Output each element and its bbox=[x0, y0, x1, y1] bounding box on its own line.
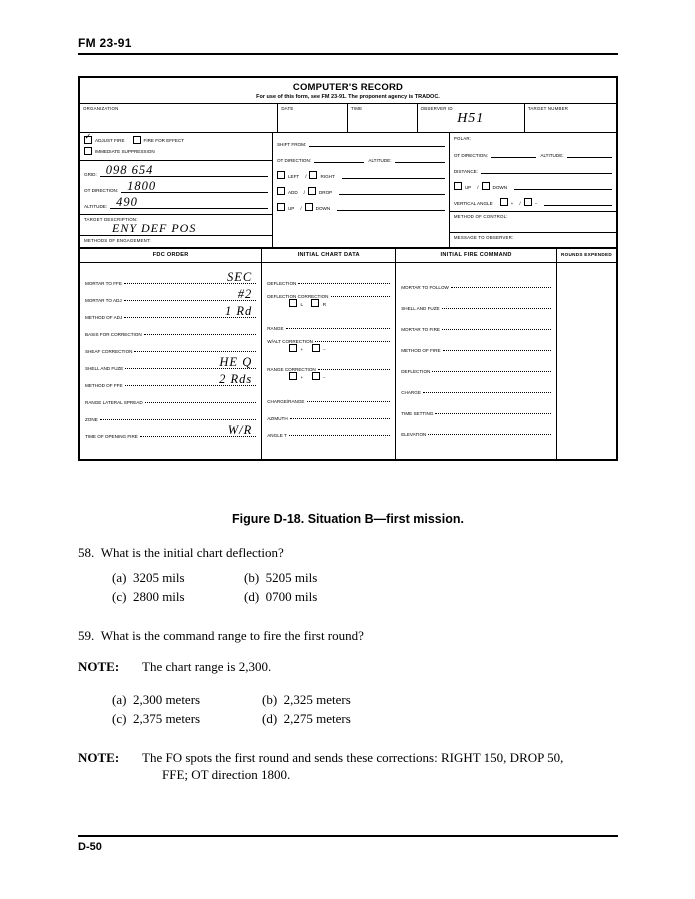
option-a[interactable] bbox=[112, 691, 262, 708]
shift-row-add-drop[interactable]: ADD / DROP bbox=[277, 184, 445, 195]
row-label: MORTAR TO FOLLOW bbox=[401, 285, 449, 290]
row-label: AZIMUTH bbox=[267, 416, 288, 421]
checkbox-deflection-l[interactable] bbox=[289, 299, 297, 307]
row-azimuth[interactable] bbox=[267, 404, 390, 421]
field-target-description[interactable] bbox=[80, 215, 272, 235]
option-text: 3205 mils bbox=[132, 570, 185, 585]
question-58 bbox=[78, 544, 618, 605]
row-label: CHARGE bbox=[401, 390, 421, 395]
field-value: ENY DEF POS bbox=[112, 221, 197, 235]
row-walt-correction[interactable] bbox=[267, 331, 390, 344]
checkbox-up[interactable] bbox=[277, 203, 285, 211]
field-label: OT DIRECTION: bbox=[453, 153, 488, 158]
row-value: 1 Rd bbox=[224, 304, 253, 318]
checkbox-add[interactable] bbox=[277, 187, 285, 195]
field-ot-direction-left[interactable] bbox=[84, 179, 268, 193]
field-label: TARGET DESCRIPTION: bbox=[84, 217, 138, 222]
option-b[interactable] bbox=[262, 691, 351, 708]
field-distance[interactable] bbox=[454, 163, 612, 174]
question-number: 59. bbox=[78, 628, 95, 643]
row-charge-range[interactable] bbox=[267, 387, 390, 404]
row-mortar-to-fire[interactable] bbox=[401, 311, 551, 332]
computers-record-form bbox=[78, 76, 618, 461]
column-header-initial-fire-command: INITIAL FIRE COMMAND bbox=[396, 249, 556, 263]
option-key: (d) bbox=[244, 589, 260, 604]
checkbox-label-drop: DROP bbox=[318, 190, 333, 195]
question-58-text bbox=[78, 544, 618, 561]
option-d[interactable] bbox=[244, 588, 317, 605]
option-row bbox=[112, 588, 618, 605]
left-block bbox=[80, 133, 273, 247]
option-key: (a) bbox=[112, 570, 127, 585]
checkbox-deflection-r[interactable] bbox=[311, 299, 319, 307]
column-initial-chart-data bbox=[262, 249, 396, 459]
column-initial-fire-command bbox=[396, 249, 557, 459]
field-up-down[interactable]: UP / DOWN bbox=[454, 179, 612, 190]
field-time[interactable] bbox=[348, 104, 418, 132]
checkbox-label-fire-for-effect: FIRE FOR EFFECT bbox=[143, 137, 185, 143]
row-label: CHARGE/RANGE bbox=[267, 399, 305, 404]
row-walt-pm-checks[interactable] bbox=[267, 344, 390, 359]
row-label: W/ALT CORRECTION bbox=[267, 339, 314, 344]
field-label: ORGANIZATION bbox=[83, 106, 119, 111]
checkbox-label-up: UP bbox=[464, 185, 472, 190]
row-label: DEFLECTION CORRECTION bbox=[267, 294, 329, 299]
field-message-to-observer[interactable] bbox=[450, 233, 616, 244]
form-title: COMPUTER'S RECORD bbox=[292, 82, 404, 93]
row-label: ZONE bbox=[85, 417, 98, 422]
checkbox-adjust-fire[interactable] bbox=[84, 136, 92, 144]
checkbox-range-minus[interactable] bbox=[312, 372, 320, 380]
checkbox-down-right[interactable] bbox=[482, 182, 490, 190]
row-deflection[interactable] bbox=[267, 269, 390, 286]
checkbox-vertical-minus[interactable] bbox=[524, 198, 532, 206]
field-label: MESSAGE TO OBSERVER: bbox=[453, 235, 514, 240]
row-label: RANGE LATERAL SPREAD bbox=[85, 400, 143, 405]
field-label: METHODS OF ENGAGEMENT: bbox=[84, 238, 151, 243]
note-fo-corrections bbox=[78, 749, 618, 783]
row-label: ELEVATION bbox=[401, 432, 427, 437]
row-time-setting[interactable] bbox=[401, 395, 551, 416]
checkbox-label-add: ADD bbox=[287, 190, 298, 195]
field-shift-from[interactable] bbox=[277, 136, 445, 147]
row-label: RANGE CORRECTION bbox=[267, 367, 316, 372]
field-polar[interactable] bbox=[454, 136, 612, 147]
option-c[interactable] bbox=[112, 710, 262, 727]
row-label: ANGLE T bbox=[267, 433, 287, 438]
checkbox-label-plus: + bbox=[300, 375, 304, 380]
row-angle-t[interactable] bbox=[267, 421, 390, 438]
option-text: 0700 mils bbox=[265, 589, 318, 604]
row-range-lateral-spread[interactable] bbox=[85, 388, 256, 405]
question-number: 58. bbox=[78, 545, 95, 560]
option-text: 2,300 meters bbox=[132, 692, 201, 707]
row-range-correction[interactable] bbox=[267, 359, 390, 372]
row-sheaf-correction[interactable] bbox=[85, 337, 256, 354]
field-altitude-left[interactable] bbox=[84, 195, 268, 209]
field-value: H51 bbox=[457, 111, 485, 126]
row-time-of-opening-fire[interactable] bbox=[85, 422, 256, 439]
question-59 bbox=[78, 627, 618, 727]
checkbox-down[interactable] bbox=[305, 203, 313, 211]
row-charge[interactable] bbox=[401, 374, 551, 395]
note-label: NOTE: bbox=[78, 750, 120, 765]
page-header bbox=[78, 36, 618, 55]
checkbox-label-down: DOWN bbox=[315, 206, 331, 211]
checkbox-label-plus: + bbox=[510, 201, 514, 206]
column-header-initial-chart-data: INITIAL CHART DATA bbox=[262, 249, 395, 263]
field-label: POLAR: bbox=[453, 136, 472, 141]
form-middle-row bbox=[80, 133, 616, 248]
field-label-altitude: ALTITUDE: bbox=[368, 158, 392, 163]
question-59-options bbox=[112, 691, 618, 727]
checkbox-label-minus: − bbox=[534, 201, 538, 206]
shift-row-up-down[interactable]: UP / DOWN bbox=[277, 200, 445, 211]
field-value: 490 bbox=[116, 195, 138, 209]
field-label: OT DIRECTION: bbox=[276, 158, 312, 163]
row-zone[interactable] bbox=[85, 405, 256, 422]
option-key: (b) bbox=[244, 570, 260, 585]
field-label: DISTANCE: bbox=[453, 169, 478, 174]
checkbox-right[interactable] bbox=[309, 171, 317, 179]
page-number: D-50 bbox=[78, 841, 102, 853]
question-59-text bbox=[78, 627, 618, 644]
row-mortar-to-adj[interactable] bbox=[85, 286, 256, 303]
field-label: DATE bbox=[281, 106, 294, 111]
figure-caption: Figure D-18. Situation B—first mission. bbox=[232, 512, 464, 526]
row-label: TIME OF OPENING FIRE bbox=[85, 434, 138, 439]
row-label: METHOD OF FFE bbox=[85, 383, 123, 388]
checkbox-drop[interactable] bbox=[308, 187, 316, 195]
option-key: (b) bbox=[262, 692, 278, 707]
page-footer bbox=[78, 835, 618, 853]
field-vertical-angle[interactable]: VERTICAL ANGLE + / − bbox=[454, 195, 612, 206]
checkbox-range-plus[interactable] bbox=[289, 372, 297, 380]
form-title-block bbox=[80, 78, 616, 104]
mission-type-row-2 bbox=[84, 147, 268, 155]
option-text: 5205 mils bbox=[265, 570, 318, 585]
row-method-of-fire[interactable] bbox=[401, 332, 551, 353]
option-text: 2,275 meters bbox=[283, 711, 351, 726]
row-deflection-ifc[interactable] bbox=[401, 353, 551, 374]
row-label: SHELL AND FUZE bbox=[85, 366, 124, 371]
row-shell-and-fuze[interactable] bbox=[85, 354, 256, 371]
note-chart-range bbox=[78, 658, 618, 675]
field-label-altitude: ALTITUDE: bbox=[540, 153, 564, 158]
header-rule bbox=[78, 53, 618, 55]
option-row bbox=[112, 710, 618, 727]
checkbox-label-minus: − bbox=[323, 347, 326, 352]
manual-number: FM 23-91 bbox=[78, 36, 132, 50]
field-target-number[interactable] bbox=[525, 104, 616, 132]
checkbox-label-adjust-fire: ADJUST FIRE bbox=[95, 137, 125, 143]
option-b[interactable] bbox=[244, 569, 317, 586]
checkbox-label-r: R bbox=[322, 302, 327, 307]
row-label: MORTAR TO FIRE bbox=[401, 327, 440, 332]
field-ot-direction-right[interactable] bbox=[454, 147, 612, 158]
row-label: METHOD OF ADJ bbox=[85, 315, 123, 320]
right-block-polar bbox=[450, 133, 616, 247]
form-subtitle: For use of this form, see FM 23-91. The proponent agency is TRADOC. bbox=[256, 94, 440, 100]
field-label: VERTICAL ANGLE bbox=[453, 201, 493, 206]
checkbox-label-left: LEFT bbox=[287, 174, 300, 179]
checkbox-walt-minus[interactable] bbox=[312, 344, 320, 352]
row-label: SHELL AND FUZE bbox=[401, 306, 440, 311]
row-value: #2 bbox=[237, 287, 253, 301]
mid-block-shift bbox=[273, 133, 450, 247]
lower-table bbox=[80, 248, 616, 459]
checkbox-label-right: RIGHT bbox=[320, 174, 335, 179]
column-header-fdc-order: FDC ORDER bbox=[80, 249, 261, 263]
field-label: ALTITUDE: bbox=[84, 204, 108, 209]
note-line-1: The FO spots the first round and sends these corrections: RIGHT 150, DROP 50, bbox=[142, 750, 564, 765]
mission-type-row-1 bbox=[84, 136, 268, 144]
shift-row-left-right[interactable]: LEFT / RIGHT bbox=[277, 168, 445, 179]
row-label: MORTAR TO FFE bbox=[85, 281, 122, 286]
field-label: TARGET NUMBER bbox=[527, 106, 569, 111]
row-value: SEC bbox=[227, 270, 253, 284]
checkbox-walt-plus[interactable] bbox=[289, 344, 297, 352]
field-ot-direction-mid[interactable] bbox=[277, 152, 445, 163]
row-label: DEFLECTION bbox=[401, 369, 431, 374]
checkbox-immediate-suppression[interactable] bbox=[84, 147, 92, 155]
checkbox-left[interactable] bbox=[277, 171, 285, 179]
row-label: DEFLECTION bbox=[267, 281, 297, 286]
field-value: 098 654 bbox=[105, 163, 154, 177]
option-d[interactable] bbox=[262, 710, 351, 727]
row-label: RANGE bbox=[267, 326, 284, 331]
checkbox-label-l: L bbox=[300, 302, 303, 307]
row-label: METHOD OF FIRE bbox=[401, 348, 441, 353]
row-basis-for-correction[interactable] bbox=[85, 320, 256, 337]
column-header-rounds-expended: ROUNDS EXPENDED bbox=[561, 252, 612, 257]
checkbox-vertical-plus[interactable] bbox=[500, 198, 508, 206]
row-range[interactable] bbox=[267, 314, 390, 331]
option-key: (c) bbox=[112, 589, 127, 604]
column-fdc-order bbox=[80, 249, 262, 459]
option-text: 2,375 meters bbox=[132, 711, 201, 726]
option-a[interactable] bbox=[112, 569, 244, 586]
field-label: OT DIRECTION: bbox=[84, 188, 119, 193]
form-top-row bbox=[80, 104, 616, 133]
note-line-2: FFE; OT direction 1800. bbox=[162, 767, 291, 782]
row-method-of-ffe[interactable] bbox=[85, 371, 256, 388]
row-label: SHEAF CORRECTION bbox=[85, 349, 133, 354]
row-value: HE Q bbox=[219, 355, 253, 369]
checkbox-label-plus: + bbox=[300, 347, 304, 352]
field-label: GRID: bbox=[84, 172, 97, 177]
checkbox-label-down: DOWN bbox=[492, 185, 508, 190]
option-text: 2,325 meters bbox=[283, 692, 351, 707]
checkbox-label-minus: − bbox=[323, 375, 326, 380]
field-organization[interactable] bbox=[80, 104, 278, 132]
row-label: MORTAR TO ADJ bbox=[85, 298, 122, 303]
field-grid[interactable] bbox=[84, 163, 268, 177]
note-text: The chart range is 2,300. bbox=[142, 659, 272, 674]
row-label: TIME SETTING bbox=[401, 411, 434, 416]
question-58-options bbox=[112, 569, 618, 605]
field-label: METHOD OF CONTROL: bbox=[453, 214, 508, 219]
option-row bbox=[112, 691, 618, 708]
note-text-block bbox=[142, 749, 618, 783]
row-method-of-adj[interactable] bbox=[85, 303, 256, 320]
question-prompt: What is the initial chart deflection? bbox=[100, 545, 284, 560]
field-value: 1800 bbox=[127, 179, 157, 193]
field-method-of-control[interactable] bbox=[450, 212, 616, 232]
option-key: (a) bbox=[112, 692, 127, 707]
row-value: 2 Rds bbox=[219, 372, 253, 386]
field-methods-of-engagement[interactable] bbox=[80, 236, 272, 247]
row-deflection-lr-checks[interactable] bbox=[267, 299, 390, 314]
row-deflection-correction[interactable] bbox=[267, 286, 390, 299]
column-rounds-expended bbox=[557, 249, 616, 459]
footer-rule bbox=[78, 835, 618, 837]
option-key: (c) bbox=[112, 711, 127, 726]
field-label: OBSERVER ID bbox=[420, 106, 453, 111]
row-mortar-to-ffe[interactable] bbox=[85, 269, 256, 286]
checkbox-label-up: UP bbox=[287, 206, 295, 211]
row-range-pm-checks[interactable] bbox=[267, 372, 390, 387]
checkbox-up-right[interactable] bbox=[454, 182, 462, 190]
row-mortar-to-follow[interactable] bbox=[401, 269, 551, 290]
option-row bbox=[112, 569, 618, 586]
question-prompt: What is the command range to fire the first round? bbox=[100, 628, 364, 643]
row-value: W/R bbox=[227, 423, 253, 437]
checkbox-label-immediate-suppression: IMMEDIATE SUPPRESSION bbox=[95, 148, 155, 154]
field-label: SHIFT FROM: bbox=[276, 142, 307, 147]
row-shell-and-fuze-ifc[interactable] bbox=[401, 290, 551, 311]
field-date[interactable] bbox=[278, 104, 348, 132]
field-observer-id[interactable] bbox=[418, 104, 525, 132]
option-text: 2800 mils bbox=[132, 589, 185, 604]
note-label: NOTE: bbox=[78, 659, 120, 674]
row-elevation[interactable] bbox=[401, 416, 551, 437]
body-text bbox=[78, 544, 618, 783]
row-label: BASIS FOR CORRECTION bbox=[85, 332, 142, 337]
checkbox-fire-for-effect[interactable] bbox=[133, 136, 141, 144]
field-label: TIME bbox=[350, 106, 363, 111]
option-c[interactable] bbox=[112, 588, 244, 605]
option-key: (d) bbox=[262, 711, 278, 726]
